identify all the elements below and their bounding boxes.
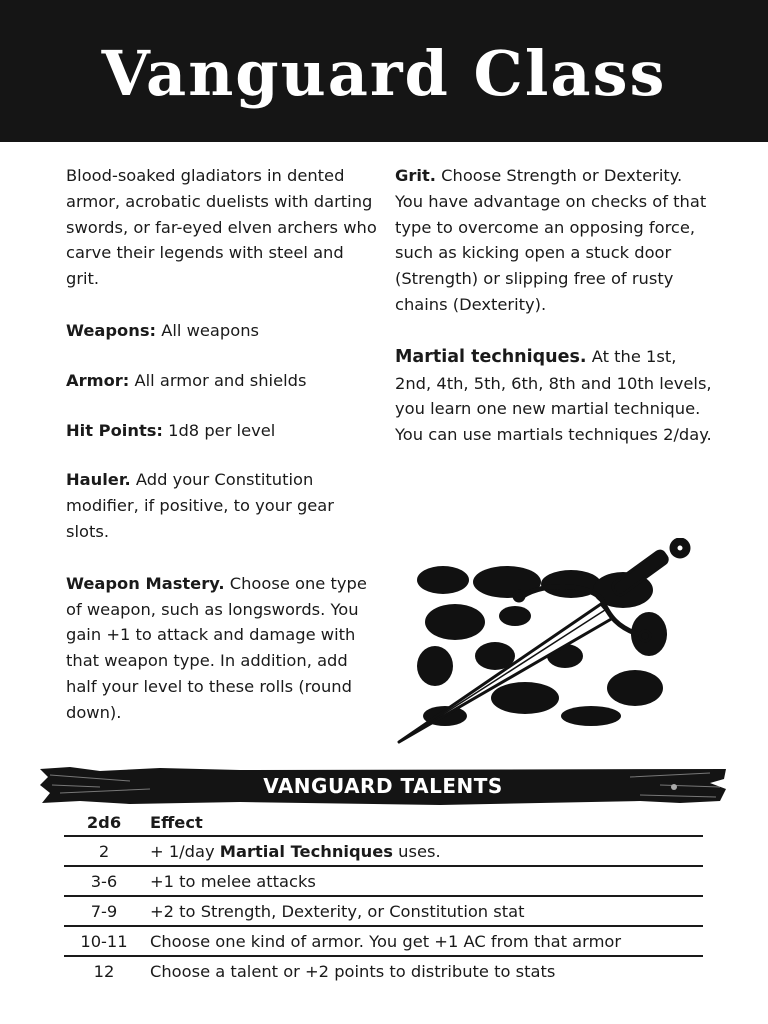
weapons-text: All weapons [156, 320, 259, 340]
column-header-roll: 2d6 [64, 809, 144, 836]
hauler-label: Hauler. [66, 470, 131, 490]
armor-label: Armor: [66, 370, 130, 390]
effect-cell: Choose one kind of armor. You get +1 AC from that armor [144, 926, 703, 956]
grit-text: Choose Strength or Dexterity. You have advantage on checks of that type to overcome an opposing force, such as kicking open a stuck door (Strength) or slipping free of rusty chains (Dexterity). [395, 166, 707, 314]
roll-cell: 10-11 [64, 926, 144, 956]
table-row [64, 926, 703, 956]
effect-cell: Choose a talent or +2 points to distribute to stats [150, 961, 556, 981]
table-row [64, 866, 703, 896]
effect-text: + 1/day [150, 841, 220, 861]
effect-cell: +1 to melee attacks [144, 866, 703, 896]
sword-icon [395, 538, 695, 748]
table-row [64, 956, 703, 985]
effect-bold-text: Martial Techniques [219, 841, 393, 861]
martial-techniques-uses: You can use martials techniques 2/day. [395, 425, 712, 445]
armor-text: All armor and shields [129, 370, 307, 390]
martial-techniques-entry [395, 344, 715, 422]
weapon-mastery-entry [66, 571, 378, 726]
table-row [64, 836, 703, 866]
weapon-mastery-label: Weapon Mastery. [66, 573, 225, 593]
effect-text-suffix: uses. [393, 841, 441, 861]
left-column [66, 163, 378, 726]
talents-heading: VANGUARD TALENTS [263, 774, 503, 798]
effect-cell [144, 836, 703, 866]
hauler-entry [66, 467, 378, 544]
hauler-text: Add your Constitution modifier, if positive, to your gear slots. [66, 470, 334, 541]
table-row [64, 896, 703, 926]
hit-points-entry [66, 418, 378, 444]
table-header-row [64, 809, 703, 836]
roll-cell: 2 [64, 836, 144, 866]
talents-banner [40, 765, 726, 807]
page-title: Vanguard Class [101, 36, 667, 110]
weapons-entry [66, 318, 378, 344]
title-bar [0, 0, 768, 142]
hit-points-label: Hit Points: [66, 420, 163, 440]
roll-cell: 7-9 [64, 896, 144, 926]
weapons-label: Weapons: [66, 320, 157, 340]
sword-illustration [395, 538, 695, 748]
martial-techniques-label: Martial techniques. [395, 346, 587, 367]
roll-cell: 3-6 [64, 866, 144, 896]
right-column [395, 163, 715, 448]
effect-cell: +2 to Strength, Dexterity, or Constitution stat [144, 896, 703, 926]
hit-points-text: 1d8 per level [162, 420, 276, 440]
talents-table [64, 809, 703, 985]
intro-paragraph: Blood-soaked gladiators in dented armor, acrobatic duelists with darting swords, or far-eyed elven archers who carve their legends with steel and grit. [66, 166, 377, 289]
roll-cell: 12 [93, 961, 115, 981]
weapon-mastery-text: Choose one type of weapon, such as longswords. You gain +1 to attack and damage with that weapon type. In addition, add half your level to these rolls (round down). [66, 573, 367, 722]
grit-entry [395, 163, 715, 318]
grit-label: Grit. [395, 166, 436, 185]
martial-techniques-text: At the 1st, 2nd, 4th, 5th, 6th, 8th and 10th levels, you learn one new martial technique. [395, 346, 712, 419]
armor-entry [66, 368, 378, 394]
column-header-effect: Effect [144, 809, 703, 836]
